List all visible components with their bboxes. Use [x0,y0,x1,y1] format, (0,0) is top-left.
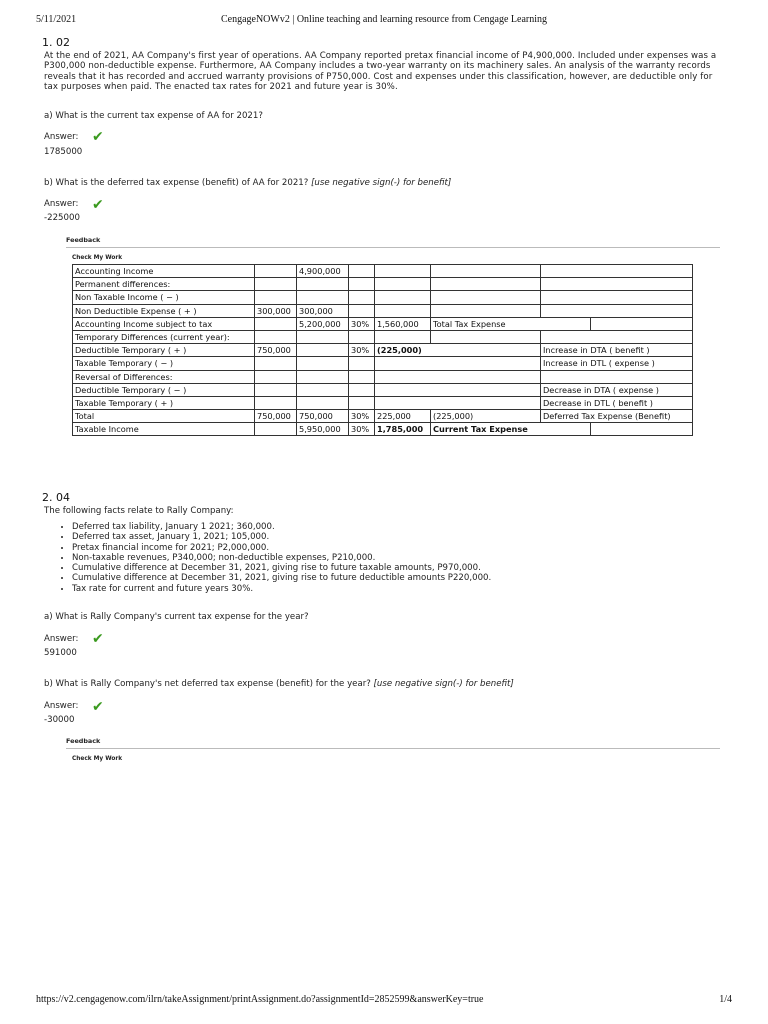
print-footer [0,994,768,1008]
list-item: • Deferred tax liability, January 1 2021; 360,000. [72,522,491,532]
table-cell [255,396,297,409]
table-cell [431,291,541,304]
table-cell [431,330,541,343]
feedback-divider [66,748,720,749]
table-cell [349,304,375,317]
table-cell: 1,785,000 [375,423,431,436]
table-cell: Decrease in DTL ( benefit ) [541,396,693,409]
table-cell [431,265,541,278]
table-cell: Increase in DTL ( expense ) [541,357,693,370]
table-cell [349,396,375,409]
table-cell: Current Tax Expense [431,423,591,436]
check-mark-icon: ✔ [92,129,104,145]
table-cell [375,278,431,291]
table-cell: Accounting Income [73,265,255,278]
table-cell: Taxable Temporary ( − ) [73,357,255,370]
table-cell [255,423,297,436]
table-cell [255,317,297,330]
list-item: • Cumulative difference at December 31, 2021, giving rise to future deductible amounts P220,000. [72,573,491,583]
table-cell [297,396,349,409]
question-2b-answer: -30000 [44,715,75,725]
table-cell: 5,950,000 [297,423,349,436]
table-cell [541,304,693,317]
table-cell [297,278,349,291]
question-2-intro: The following facts relate to Rally Company: [44,506,234,516]
table-cell [349,370,375,383]
table-cell: Taxable Income [73,423,255,436]
table-cell: Increase in DTA ( benefit ) [541,344,693,357]
check-my-work-label[interactable]: Check My Work [72,255,123,261]
work-table [72,264,693,436]
question-2a-answer: 591000 [44,648,77,658]
question-2-part-b-note: [use negative sign(-) for benefit] [373,679,514,689]
table-cell: 5,200,000 [297,317,349,330]
table-row [73,278,693,291]
table-cell [255,265,297,278]
list-item: • Non-taxable revenues, P340,000; non-deductible expenses, P210,000. [72,553,491,563]
table-cell [431,304,541,317]
table-cell: 300,000 [297,304,349,317]
table-cell [297,357,349,370]
table-cell [297,330,349,343]
table-row [73,383,693,396]
table-row [73,317,693,330]
table-cell: Reversal of Differences: [73,370,255,383]
print-title: CengageNOWv2 | Online teaching and learning resource from Cengage Learning [220,14,548,25]
print-url: https://v2.cengagenow.com/ilrn/takeAssignment/printAssignment.do?assignmentId=2852599&answerKey=true [36,994,484,1005]
table-cell: 750,000 [255,344,297,357]
table-cell [431,278,541,291]
table-cell: 1,560,000 [375,317,431,330]
question-1b-answer: -225000 [44,213,80,223]
table-row [73,423,693,436]
table-cell: Deferred Tax Expense (Benefit) [541,410,693,423]
table-cell [349,330,375,343]
question-1-part-b [44,178,451,188]
question-1-part-b-note: [use negative sign(-) for benefit] [311,178,452,188]
table-cell [375,396,541,409]
check-mark-icon: ✔ [92,197,104,213]
table-cell [541,291,693,304]
table-cell: Temporary Differences (current year): [73,330,255,343]
question-2-number: 2. 04 [42,491,70,504]
table-cell: Total Tax Expense [431,317,591,330]
table-row [73,357,693,370]
table-cell [375,330,431,343]
table-cell: (225,000) [431,410,541,423]
question-1a-answer: 1785000 [44,147,83,157]
list-item: • Cumulative difference at December 31, 2021, giving rise to future taxable amounts, P970,000. [72,563,491,573]
table-cell: 4,900,000 [297,265,349,278]
table-cell: 750,000 [297,410,349,423]
question-1-number: 1. 02 [42,36,70,49]
table-cell: 30% [349,423,375,436]
table-cell [255,383,297,396]
table-cell [297,344,349,357]
print-header [0,14,768,28]
question-2-part-b-text: b) What is Rally Company's net deferred tax expense (benefit) for the year? [44,679,371,689]
table-cell [375,304,431,317]
question-1-part-b-text: b) What is the deferred tax expense (benefit) of AA for 2021? [44,178,309,188]
table-cell [255,330,297,343]
table-cell [591,317,693,330]
table-row [73,344,693,357]
table-row [73,304,693,317]
table-row [73,396,693,409]
table-cell [375,357,541,370]
question-1-part-a: a) What is the current tax expense of AA for 2021? [44,111,263,121]
question-2a-answer-label: Answer: [44,634,79,644]
feedback-label[interactable]: Feedback [66,236,101,244]
table-cell [375,265,431,278]
table-cell: 225,000 [375,410,431,423]
table-cell [541,330,693,343]
table-row [73,291,693,304]
table-row [73,265,693,278]
table-cell [255,278,297,291]
table-cell [297,383,349,396]
table-cell [541,278,693,291]
feedback-divider [66,247,720,248]
table-cell: Accounting Income subject to tax [73,317,255,330]
question-2b-answer-label: Answer: [44,701,79,711]
list-item: • Deferred tax asset, January 1, 2021; 105,000. [72,532,491,542]
table-cell [375,383,541,396]
table-cell: Taxable Temporary ( + ) [73,396,255,409]
table-cell: 30% [349,344,375,357]
question-2-part-a: a) What is Rally Company's current tax expense for the year? [44,612,309,622]
table-cell: Non Deductible Expense ( + ) [73,304,255,317]
table-row [73,410,693,423]
question-1b-answer-label: Answer: [44,199,79,209]
question-1a-answer-label: Answer: [44,132,79,142]
table-cell [349,278,375,291]
print-date: 5/11/2021 [36,14,77,25]
table-row [73,330,693,343]
table-cell [349,265,375,278]
table-cell [591,423,693,436]
table-cell [297,370,349,383]
page-number: 1/4 [719,994,732,1005]
table-cell [255,370,297,383]
table-cell [375,370,541,383]
check-mark-icon: ✔ [92,631,104,647]
table-cell [349,383,375,396]
table-cell: Deductible Temporary ( + ) [73,344,255,357]
facts-list [44,522,491,594]
table-cell: (225,000) [375,344,541,357]
list-item: • Pretax financial income for 2021; P2,000,000. [72,543,491,553]
table-cell [297,291,349,304]
table-cell: 30% [349,410,375,423]
table-row [73,370,693,383]
table-cell: Deductible Temporary ( − ) [73,383,255,396]
list-item: • Tax rate for current and future years 30%. [72,584,491,594]
check-mark-icon: ✔ [92,699,104,715]
table-cell: Total [73,410,255,423]
table-cell: Permanent differences: [73,278,255,291]
question-2-part-b [44,679,514,689]
table-cell [255,357,297,370]
table-cell: 750,000 [255,410,297,423]
question-1-text: At the end of 2021, AA Company's first year of operations. AA Company reported pretax financial income of P4,900,000. Included under expenses was a P300,000 non-deductible expense. Furthermore, AA Company includes a two-year warranty on its machinery sales. An analysis of the warranty records reveals that it has recorded and accrued warranty provisions of P750,000. Cost and expenses under this classification, however, are deductible only for tax purposes when paid. The enacted tax rates for 2021 and future year is 30%. [44,51,717,93]
table-cell [541,265,693,278]
table-cell [375,291,431,304]
table-cell [349,291,375,304]
table-cell: Decrease in DTA ( expense ) [541,383,693,396]
table-cell: Non Taxable Income ( − ) [73,291,255,304]
table-cell [541,370,693,383]
table-cell: 30% [349,317,375,330]
feedback-label[interactable]: Feedback [66,737,101,745]
table-cell: 300,000 [255,304,297,317]
table-cell [349,357,375,370]
table-cell [255,291,297,304]
check-my-work-label[interactable]: Check My Work [72,756,123,762]
